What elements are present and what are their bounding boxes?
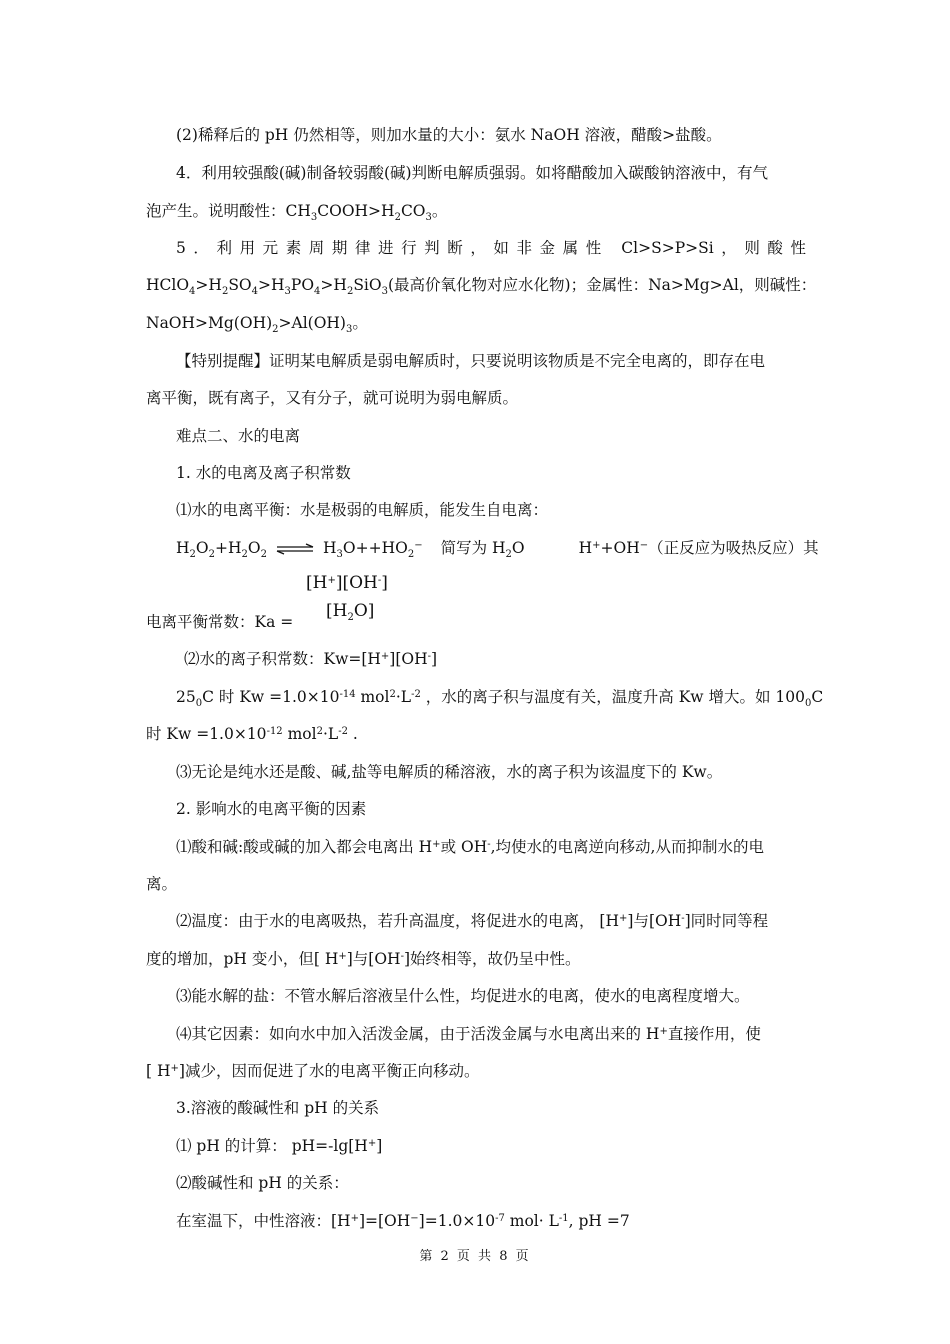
paragraph-line: ⑶能水解的盐：不管水解后溶液呈什么性，均促进水的电离，使水的电离程度增大。 (176, 987, 750, 1005)
page-footer: 第 2 页 共 8 页 (419, 1249, 531, 1264)
section-heading: 难点二、水的电离 (176, 427, 301, 445)
paragraph-line: 5．利用元素周期律进行判断，如非金属性 Cl>S>P>Si，则酸性 (176, 239, 806, 257)
fraction-numerator: [H+][OH-] (306, 573, 388, 593)
paragraph-line: 在室温下，中性溶液：$[H^+]=[OH^-]=1.0\times 10^{-7}$ $mol\cdot L^{-1}$, pH =7 (176, 1212, 630, 1230)
paragraph-line: ⑵酸碱性和 pH 的关系： (176, 1174, 349, 1192)
paragraph-line: ⑶无论是纯水还是酸、碱,盐等电解质的稀溶液，水的离子积为该温度下的 Kw。 (176, 763, 723, 781)
paragraph-line: 泡产生。说明酸性：$CH_3COOH>H_2CO_3$。 (146, 202, 448, 223)
paragraph-line: ⑴水的电离平衡：水是极弱的电解质，能发生自电离： (176, 501, 549, 519)
paragraph-line: ⑷其它因素：如向水中加入活泼金属，由于活泼金属与水电离出来的 H+直接作用，使 (176, 1025, 761, 1043)
paragraph-line: 4．利用较强酸(碱)制备较弱酸(碱)判断电解质强弱。如将醋酸加入碳酸钠溶液中，有气 (176, 164, 769, 182)
subsection-heading: 2. 影响水的电离平衡的因素 (176, 800, 367, 818)
callout-line: 【特别提醒】证明某电解质是弱电解质时，只要说明该物质是不完全电离的，即存在电 (176, 352, 766, 370)
paragraph-line: 电离平衡常数：Ka = (146, 613, 294, 631)
subsection-heading: 3.溶液的酸碱性和 pH 的关系 (176, 1099, 380, 1117)
subsection-heading: 1. 水的电离及离子积常数 (176, 464, 351, 482)
paragraph-line: 离平衡，既有离子，又有分子，就可说明为弱电解质。 (146, 389, 519, 407)
paragraph-line: ⑴酸和碱:酸或碱的加入都会电离出 H+或 OH-,均使水的电离逆向移动,从而抑制水的电 (176, 838, 764, 856)
paragraph-line: ⑵水的离子积常数：Kw=[H+][OH-] (184, 650, 438, 668)
paragraph-line: [ H+]减少，因而促进了水的电离平衡正向移动。 (146, 1062, 480, 1080)
paragraph-line: 时 $Kw =1.0\times 10^{-12}$ $mol^2\cdot L^{-2}$ . (146, 725, 358, 743)
fraction-denominator: $[H_2O]$ (326, 601, 375, 623)
paragraph-line: 离。 (146, 875, 178, 893)
paragraph-line: $NaOH>Mg(OH)_2>Al(OH)_3$。 (146, 314, 368, 335)
paragraph-line: $25_0C$ 时 $Kw =1.0\times 10^{-14}$ $mol^2\cdot L^{-2}$ ，水的离子积与温度有关，温度升高 Kw 增大。如 $100_0C$ (176, 688, 824, 709)
equation-line: $H_2O_2+H_2O_2$ $H_3O++HO_2^-$ 简写为 $H_2O$ H++OH−（正反应为吸热反应）其 (176, 539, 819, 560)
paragraph-line: 度的增加，pH 变小，但[ H+]与[OH-]始终相等，故仍呈中性。 (146, 950, 581, 968)
paragraph-line: (2)稀释后的 pH 仍然相等，则加水量的大小：氨水 NaOH 溶液，醋酸>盐酸。 (176, 126, 722, 144)
paragraph-line: $HClO_4>H_2SO_4>H_3PO_4>H_2SiO_3$(最高价氧化物对应水化物)；金属性：Na>Mg>Al，则碱性： (146, 276, 817, 297)
paragraph-line: ⑵温度：由于水的电离吸热，若升高温度，将促进水的电离， [H+]与[OH-]同时同等程 (176, 912, 769, 930)
equilibrium-arrow-icon (275, 538, 315, 560)
paragraph-line: ⑴ pH 的计算： pH=-lg[H+] (176, 1137, 383, 1155)
